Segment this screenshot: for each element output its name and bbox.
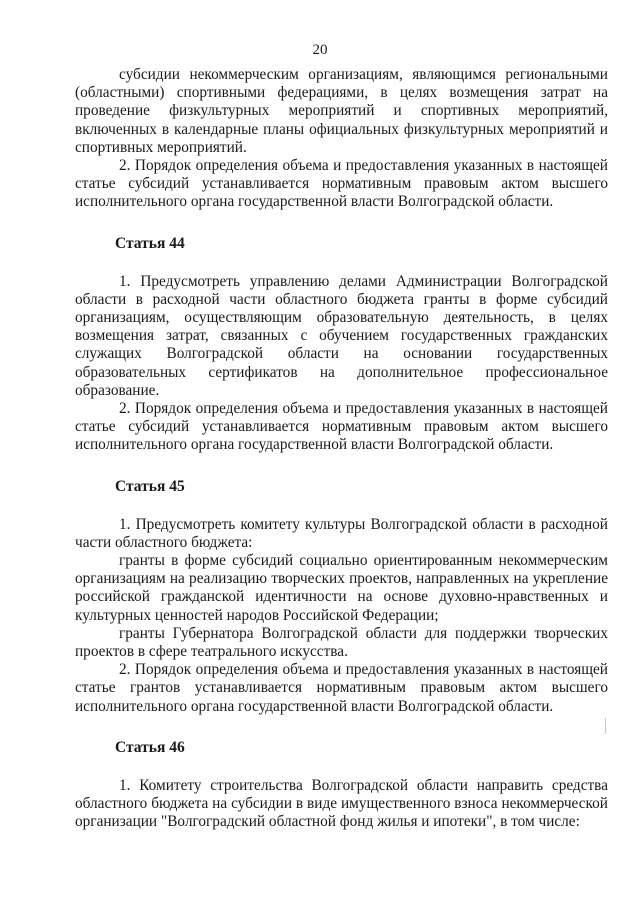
article-45-paragraph-4: 2. Порядок определения объема и предоставления указанных в настоящей статье грантов устанавливается нормативным правовым актом высшего исполнительного органа государственной власти Волгоградской области.	[75, 661, 608, 715]
scan-mark	[605, 718, 606, 734]
article-heading-46: Статья 46	[115, 738, 185, 756]
article-44-paragraph-2: 2. Порядок определения объема и предоставления указанных в настоящей статье субсидий устанавливается нормативным правовым актом высшего исполнительного органа государственной власти Волгоградской области.	[75, 400, 608, 454]
article-46-paragraph-1: 1. Комитету строительства Волгоградской области направить средства областного бюджета на субсидии в виде имущественного взноса некоммерческой организации "Волгоградский областной фонд жилья и ипотеки", в том числе:	[75, 776, 608, 831]
article-heading-45: Статья 45	[115, 477, 185, 495]
article-45-paragraph-2: гранты в форме субсидий социально ориентированным некоммерческим организациям на реализацию творческих проектов, направленных на укрепление российской гражданской идентичности на основе духовно-нравственных и культурных ценностей народов Российской Федерации;	[75, 552, 608, 624]
paragraph: 2. Порядок определения объема и предоставления указанных в настоящей статье субсидий устанавливается нормативным правовым актом высшего исполнительного органа государственной власти Волгоградской области.	[75, 157, 608, 211]
article-45-paragraph-1: 1. Предусмотреть комитету культуры Волгоградской области в расходной части областного бюджета:	[75, 515, 608, 551]
page-number: 20	[312, 42, 328, 58]
document-body	[75, 66, 608, 832]
paragraph-continuation: субсидии некоммерческим организациям, являющимся региональными (областными) спортивными федерациями, в целях возмещения затрат на проведение физкультурных мероприятий и спортивных мероприятий, включенных в календарные планы официальных физкультурных мероприятий и спортивных мероприятий.	[75, 66, 608, 156]
article-heading-44: Статья 44	[115, 234, 185, 252]
article-44-paragraph-1: 1. Предусмотреть управлению делами Администрации Волгоградской области в расходной части областного бюджета гранты в форме субсидий организациям, осуществляющим образовательную деятельность, в целях возмещения затрат, связанных с обучением государственных гражданских служащих Волгоградской области на основании государственных образовательных сертификатов на дополнительное профессиональное образование.	[75, 272, 608, 399]
article-45-paragraph-3: гранты Губернатора Волгоградской области для поддержки творческих проектов в сфере театрального искусства.	[75, 624, 608, 661]
